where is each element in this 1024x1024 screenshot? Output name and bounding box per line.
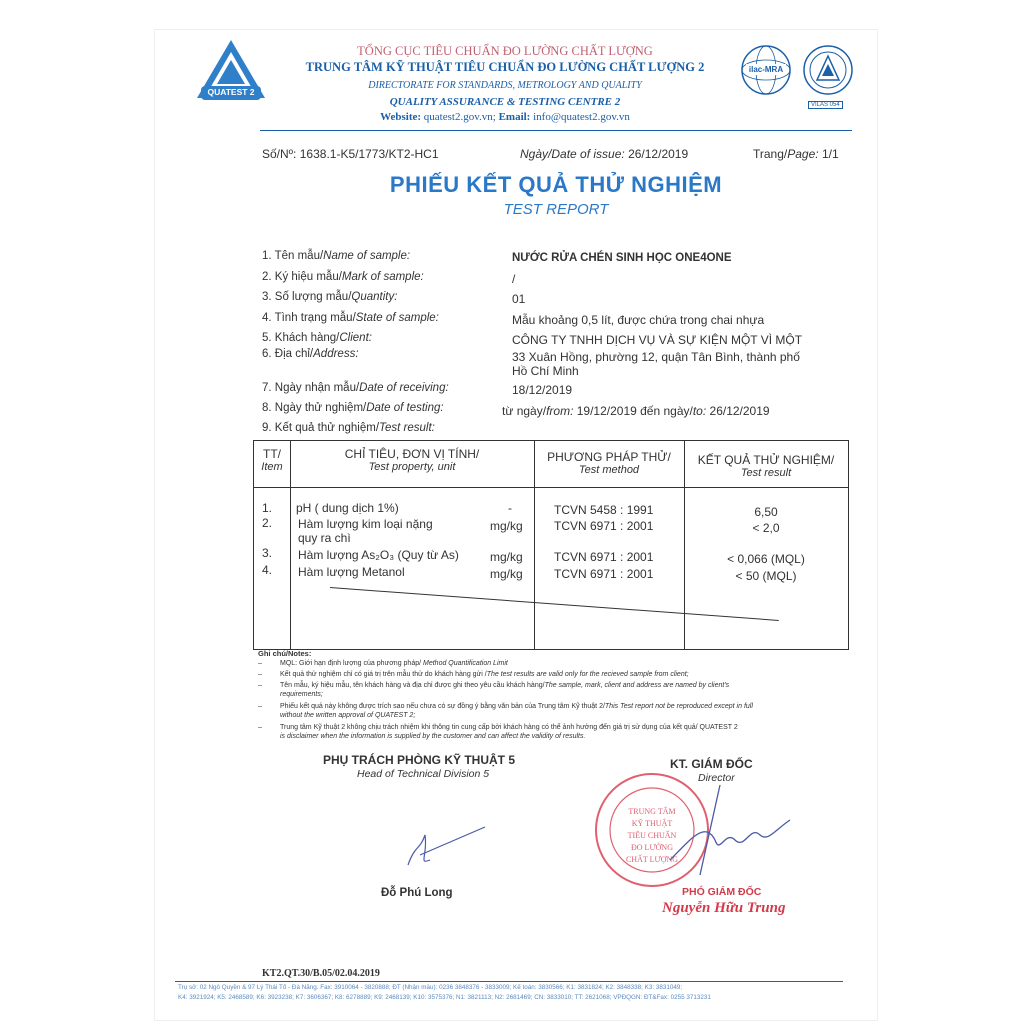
row1-unit: - (508, 501, 512, 515)
svg-text:KỸ THUẬT: KỸ THUẬT (631, 819, 673, 828)
field-label-result: 9. Kết quả thử nghiệm/Test result: (262, 422, 435, 434)
row2-result: < 2,0 (752, 521, 780, 535)
page-number (753, 147, 839, 161)
number-label: Số/Nº: (262, 147, 297, 161)
row3-property: Hàm lượng As₂O₃ (Quy từ As) (298, 548, 459, 562)
note-4: – Phiếu kết quả này không được trích sao nếu chưa có sự đồng ý bằng văn bản của Trung tâm Kỹ thuật 2/This Test report not be reproduced except in full (258, 703, 753, 710)
row4-result: < 50 (MQL) (735, 569, 797, 583)
header-item: TT/ Item (261, 447, 283, 473)
row1-property: pH ( dung dịch 1%) (296, 501, 399, 515)
page-value: 1/1 (821, 147, 839, 161)
report-number (262, 147, 439, 161)
right-sign-title: KT. GIÁM ĐỐC (670, 757, 753, 771)
row4-method: TCVN 6971 : 2001 (554, 567, 654, 581)
quatest-logo (195, 38, 267, 102)
field-value-state: Mẫu khoảng 0,5 lít, được chứa trong chai nhựa (512, 313, 765, 327)
field-value-name: NƯỚC RỬA CHÉN SINH HỌC ONE4ONE (512, 252, 732, 264)
field-label-testing: 8. Ngày thử nghiệm/Date of testing: (262, 402, 444, 414)
row1-method: TCVN 5458 : 1991 (554, 503, 654, 517)
field-label-name: 1. Tên mẫu/Name of sample: (262, 250, 411, 262)
footer-divider (175, 981, 843, 982)
header-line-3: DIRECTORATE FOR STANDARDS, METROLOGY AND QUALITY (368, 80, 642, 91)
right-sign-role: PHÓ GIÁM ĐỐC (682, 886, 762, 898)
form-code: KT2.QT.30/B.05/02.04.2019 (262, 968, 380, 979)
field-label-quantity: 3. Số lượng mẫu/Quantity: (262, 291, 398, 303)
right-sign-name: Nguyễn Hữu Trung (662, 900, 786, 916)
header-line-2: TRUNG TÂM KỸ THUẬT TIÊU CHUẨN ĐO LƯỜNG CHẤT LƯỢNG 2 (305, 60, 705, 74)
email-link[interactable]: info@quatest2.gov.vn (533, 111, 630, 123)
svg-text:TRUNG TÂM: TRUNG TÂM (628, 807, 676, 816)
page-label-en: Page: (787, 147, 819, 161)
page-label-vi: Trang/ (753, 147, 788, 161)
note-5: – Trung tâm Kỹ thuật 2 không chịu trách nhiệm khi thông tin cung cấp bởi khách hàng có thể ảnh hưởng đến giá trị sử dụng của kết quả/ QUATEST 2 (258, 724, 738, 731)
field-value-receiving: 18/12/2019 (512, 383, 573, 397)
note-2: – Kết quả thử nghiệm chỉ có giá trị trên mẫu thử do khách hàng gửi /The test results are valid only for the recieved sample from client; (258, 671, 689, 678)
header-result: KẾT QUẢ THỬ NGHIỆM/ Test result (697, 453, 835, 479)
field-label-mark: 2. Ký hiệu mẫu/Mark of sample: (262, 271, 424, 283)
row2-property-line2: quy ra chì (298, 531, 351, 545)
header-method: PHƯƠNG PHÁP THỬ/ Test method (547, 450, 671, 476)
notes-title: Ghi chú/Notes: (258, 649, 312, 658)
left-sign-title: PHỤ TRÁCH PHÒNG KỸ THUẬT 5 (323, 753, 516, 767)
footer-address-line-2: K4: 3921924; K5: 2468589; K6: 3923238; K7: 3606367; K8: 6278889; K9: 2468139; K10: 3575376; N1: 3821113; N2: 2681469; CN: 3833010; TT: 2621068; VPĐQGN: ĐT&Fax: 0255 3713231 (178, 994, 711, 1001)
row4-item: 4. (262, 563, 273, 577)
header-contact: Website: quatest2.gov.vn; Email: info@quatest2.gov.vn (380, 111, 630, 123)
field-value-testing: từ ngày/from: 19/12/2019 đến ngày/to: 26/12/2019 (502, 404, 770, 418)
field-value-address-line2: Hồ Chí Minh (512, 364, 579, 378)
right-sign-subtitle: Director (698, 772, 735, 784)
row1-result: 6,50 (754, 505, 778, 519)
row2-property: Hàm lượng kim loại nặng (298, 517, 433, 531)
row4-property: Hàm lượng Metanol (298, 565, 405, 579)
field-label-receiving: 7. Ngày nhận mẫu/Date of receiving: (262, 382, 449, 394)
ilac-mra-icon (740, 44, 792, 96)
field-label-state: 4. Tình trạng mẫu/State of sample: (262, 312, 439, 324)
row2-method: TCVN 6971 : 2001 (554, 519, 654, 533)
table-header-divider (254, 487, 848, 488)
right-signature (660, 780, 800, 890)
field-value-quantity: 01 (512, 292, 526, 306)
header-line-1: TỔNG CỤC TIÊU CHUẨN ĐO LƯỜNG CHẤT LƯỢNG (357, 44, 653, 58)
note-5-cont: is disclaimer when the information is supplied by the customer and can affect the validity of results. (280, 733, 586, 740)
report-subtitle: TEST REPORT (503, 201, 609, 218)
email-label: Email: (498, 111, 531, 123)
issue-date (520, 147, 688, 161)
vilas-label: VILAS 054 (808, 101, 843, 109)
field-label-client: 5. Khách hàng/Client: (262, 332, 372, 344)
website-label: Website: (380, 111, 422, 123)
note-3: – Tên mẫu, ký hiệu mẫu, tên khách hàng và địa chỉ được ghi theo yêu cầu khách hàng/The sample, mark, client and address are named by client's (258, 682, 730, 689)
website-link[interactable]: quatest2.gov.vn (423, 111, 493, 123)
row2-item: 2. (262, 516, 273, 530)
svg-text:CHẤT LƯỢNG: CHẤT LƯỢNG (625, 855, 679, 864)
field-value-client: CÔNG TY TNHH DỊCH VỤ VÀ SỰ KIỆN MỘT VÌ MỘT (512, 333, 803, 347)
report-title: PHIẾU KẾT QUẢ THỬ NGHIỆM (389, 172, 723, 197)
date-value: 26/12/2019 (628, 147, 689, 161)
vilas-seal-icon (802, 44, 854, 96)
row4-unit: mg/kg (490, 567, 523, 581)
ilac-text: ilac-MRA (748, 65, 784, 74)
note-1: – MQL: Giới hạn định lượng của phương pháp/ Method Quantification Limit (258, 660, 508, 667)
header-divider (260, 130, 852, 131)
note-4-cont: without the written approval of QUATEST 2; (280, 712, 416, 719)
row3-method: TCVN 6971 : 2001 (554, 550, 654, 564)
field-value-mark: / (512, 272, 516, 286)
left-signature (400, 815, 490, 875)
row2-unit: mg/kg (490, 519, 523, 533)
footer-address-line-1: Trụ sở: 02 Ngô Quyền & 97 Lý Thái Tổ - Đà Nẵng. Fax: 3910064 - 3820888; ĐT (Nhận mẫu): 0236 3848376 - 3833009; Kế toán: 3830566; K1: 3831824; K2: 3848338; K3: 3831049; (178, 984, 683, 991)
note-3-cont: requirements; (280, 691, 323, 698)
logo-text: QUATEST 2 (207, 87, 255, 97)
svg-text:TIÊU CHUẨN: TIÊU CHUẨN (627, 831, 677, 840)
row3-unit: mg/kg (490, 550, 523, 564)
left-sign-name: Đỗ Phú Long (381, 887, 453, 899)
field-label-address: 6. Địa chỉ/Address: (262, 348, 359, 360)
row3-result: < 0,066 (MQL) (727, 552, 805, 566)
header-property: CHỈ TIÊU, ĐƠN VỊ TÍNH/ Test property, unit (344, 447, 480, 473)
date-label-vi: Ngày/ (520, 147, 552, 161)
row3-item: 3. (262, 546, 273, 560)
svg-text:ĐO LƯỜNG: ĐO LƯỜNG (631, 843, 673, 852)
row1-item: 1. (262, 501, 273, 515)
left-sign-subtitle: Head of Technical Division 5 (357, 768, 490, 780)
field-value-address: 33 Xuân Hồng, phường 12, quận Tân Bình, thành phố (512, 350, 800, 364)
number-value: 1638.1-K5/1773/KT2-HC1 (299, 147, 439, 161)
date-label-en: Date of issue: (551, 147, 625, 161)
header-line-4: QUALITY ASSURANCE & TESTING CENTRE 2 (389, 96, 621, 108)
